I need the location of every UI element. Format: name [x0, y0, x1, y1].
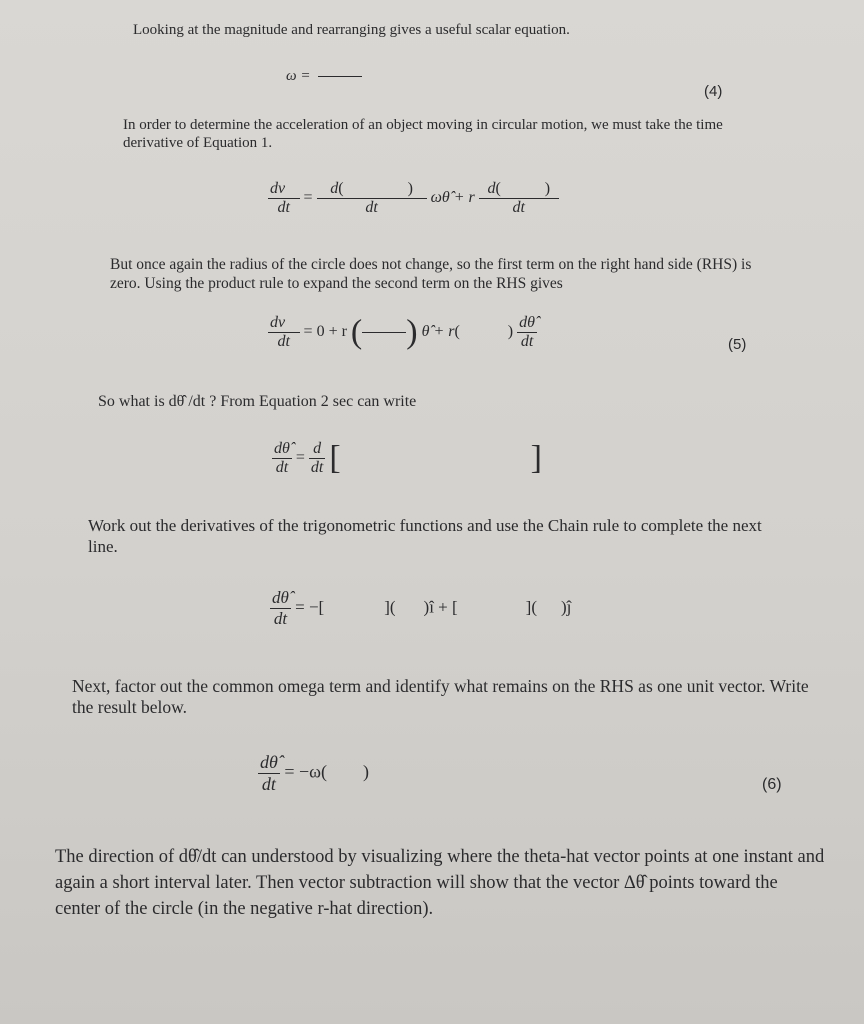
dv-dt-fraction: $\frac{dv⃗}{dt}$: [270, 180, 298, 216]
factor-omega-paragraph: Next, factor out the common omega term and identify what remains on the RHS as one unit vector. Write the result below.: [72, 676, 809, 718]
theta-derivative-equation: $\frac{d\thetâ}{dt}$ = $\frac{d}{dt}$ [ ]: [274, 439, 542, 477]
omega-fraction-blank: [318, 76, 362, 77]
equation-4-label: (4): [704, 83, 723, 100]
equation-6-label: (6): [762, 776, 782, 793]
d-dt-fraction-2: $\frac{d( )}{dt}$: [479, 180, 559, 217]
acceleration-paragraph: In order to determine the acceleration of an object moving in circular motion, we must take the time derivative of Equation 1.: [123, 117, 723, 152]
velocity-derivative-equation: $\frac{dv⃗}{dt}$ = $\frac{d( )}{dt}$ ωθ̂ + r $\frac{d( )}{dt}$: [268, 180, 559, 217]
direction-paragraph: The direction of dθ̂/dt can understood by visualizing where the theta-hat vector points at one instant and again a short interval later. Then vector subtraction will show that the vector Δθ̂ points toward the center of the circle (in the negative r-hat direction).: [55, 847, 825, 919]
equation-6: $\frac{d\thetâ}{dt}$ = −ω( ): [260, 752, 369, 794]
omega-lhs: ω =: [286, 68, 311, 84]
equation-5-label: (5): [728, 336, 747, 353]
trig-paragraph: Work out the derivatives of the trigonometric functions and use the Chain rule to complete the next line.: [88, 516, 762, 556]
radius-paragraph: But once again the radius of the circle does not change, so the first term on the right hand side (RHS) is zero. Using the product rule to expand the second term on the RHS gives: [110, 256, 752, 292]
d-dt-fraction-1: $\frac{d( )}{dt}$: [317, 180, 427, 217]
equation-4: [286, 68, 362, 85]
theta-derivative-question: So what is dθ̂ /dt ? From Equation 2 sec can write: [98, 393, 417, 410]
intro-paragraph: Looking at the magnitude and rearranging gives a useful scalar equation.: [133, 22, 570, 38]
trig-derivative-equation: $\frac{d\thetâ}{dt}$ = −[ ]( )î + [ ]( )ĵ: [272, 588, 572, 628]
equation-5: $\frac{dv⃗}{dt}$ = 0 + r ( ) θ̂ + r( ) $\frac{d\thetâ}{dt}$: [270, 313, 535, 351]
